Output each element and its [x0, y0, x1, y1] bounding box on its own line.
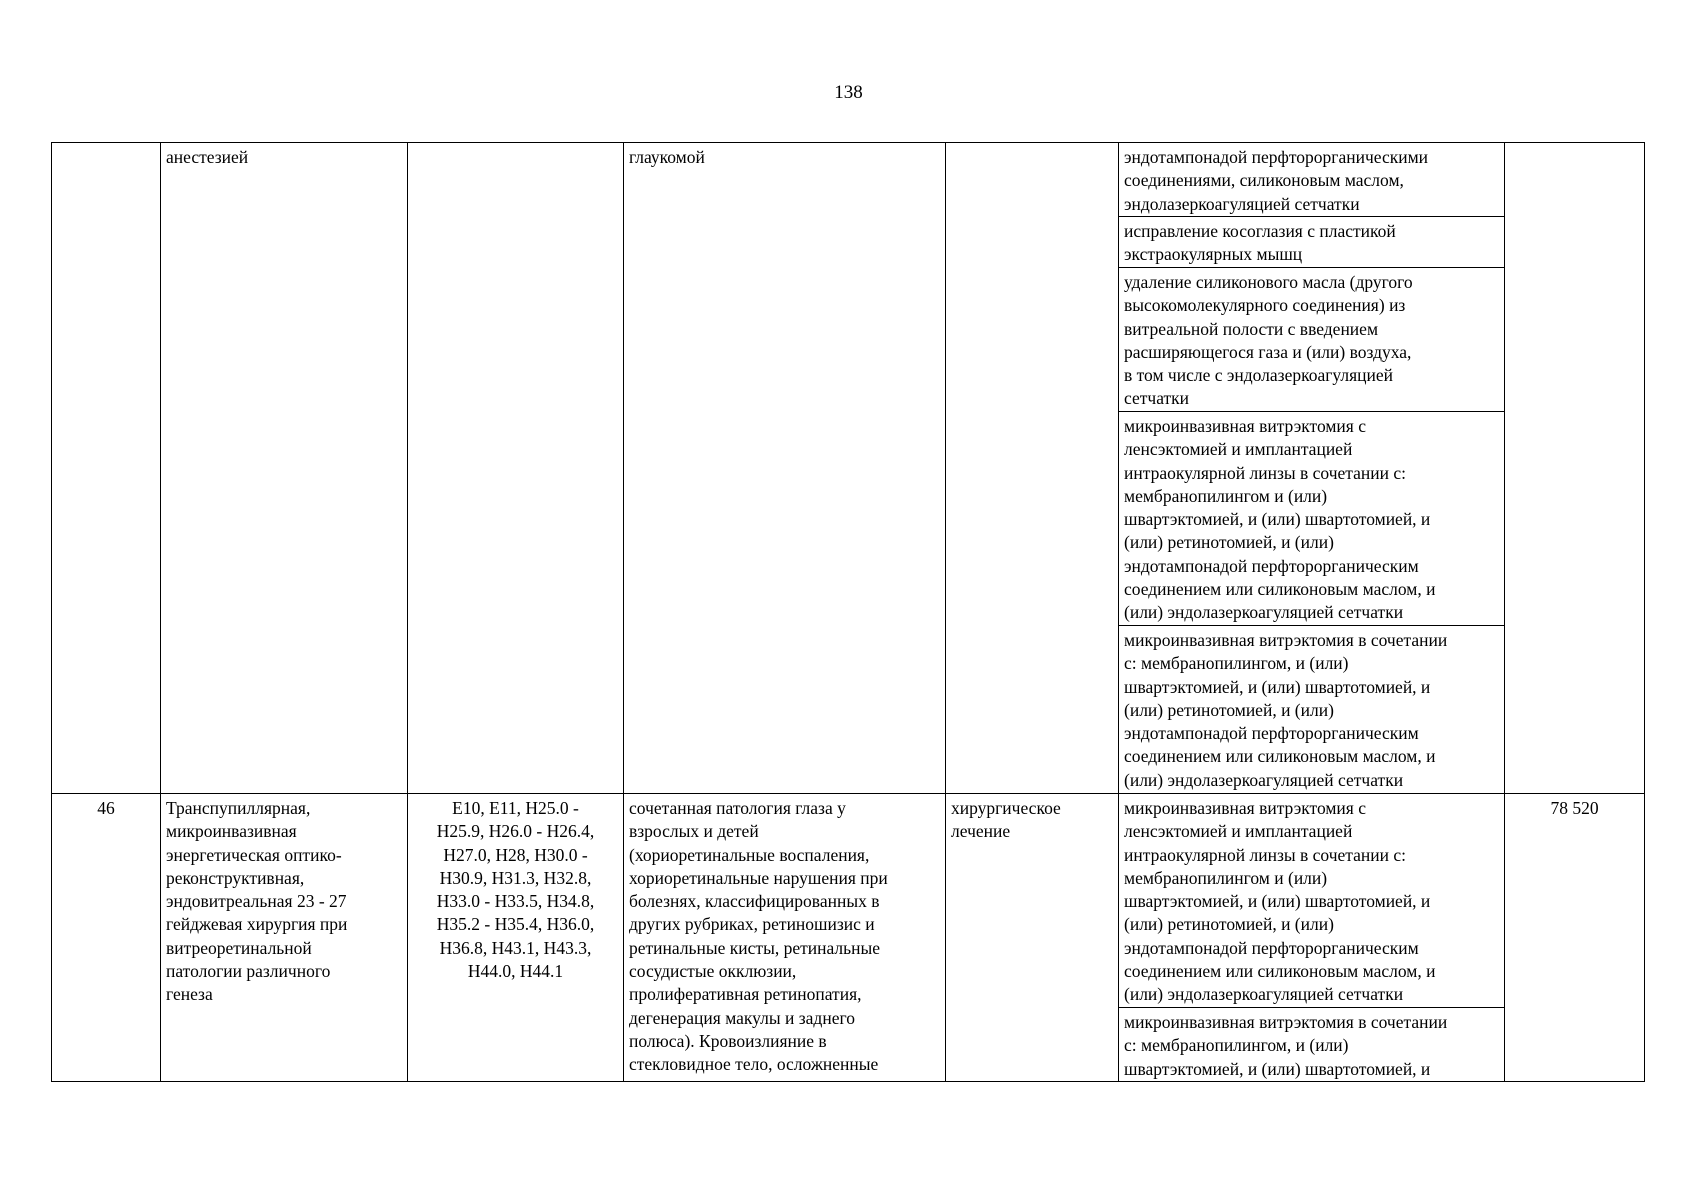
treatment-method-cell: исправление косоглазия с пластикой экстраокулярных мышц — [1119, 217, 1505, 268]
treatment-method-cell: микроинвазивная витрэктомия с ленсэктомией и имплантацией интраокулярной линзы в сочетании с: мембранопилингом и (или) швартэктомией, и (или) швартотомией, и (или) ретинотомией, и (или) эндотампонадой перфторорганическим соединением или силиконовым маслом, и (или) эндолазеркоагуляцией сетчатки — [1119, 794, 1505, 1008]
cost-cell: 78 520 — [1505, 794, 1645, 1082]
page-number: 138 — [834, 82, 863, 103]
table-row — [52, 794, 1645, 1008]
treatment-method-cell: микроинвазивная витрэктомия с ленсэктомией и имплантацией интраокулярной линзы в сочетании с: мембранопилингом и (или) швартэктомией, и (или) швартотомией, и (или) ретинотомией, и (или) эндотампонадой перфторорганическим соединением или силиконовым маслом, и (или) эндолазеркоагуляцией сетчатки — [1119, 412, 1505, 626]
diagnosis-codes-cell — [408, 143, 624, 794]
treatment-type-cell: хирургическое лечение — [946, 794, 1119, 1082]
care-type-cell: Транспупиллярная, микроинвазивная энергетическая оптико- реконструктивная, эндовитреальная 23 - 27 гейджевая хирургия при витреоретинальной патологии различного генеза — [161, 794, 408, 1082]
patient-model-cell: сочетанная патология глаза у взрослых и детей (хориоретинальные воспаления, хориоретинальные нарушения при болезнях, классифицированных в других рубриках, ретиношизис и ретинальные кисты, ретинальные сосудистые окклюзии, пролиферативная ретинопатия, дегенерация макулы и заднего полюса). Кровоизлияние в стекловидное тело, осложненные — [624, 794, 946, 1082]
treatment-method-cell: удаление силиконового масла (другого высокомолекулярного соединения) из витреальной полости с введением расширяющегося газа и (или) воздуха, в том числе с эндолазеркоагуляцией сетчатки — [1119, 268, 1505, 412]
medical-care-table — [51, 142, 1645, 1082]
treatment-method-cell: эндотампонадой перфторорганическими соединениями, силиконовым маслом, эндолазеркоагуляцией сетчатки — [1119, 143, 1505, 217]
treatment-method-cell: микроинвазивная витрэктомия в сочетании с: мембранопилингом, и (или) швартэктомией, и (или) швартотомией, и (или) ретинотомией, и (или) эндотампонадой перфторорганическим соединением или силиконовым маслом, и (или) эндолазеркоагуляцией сетчатки — [1119, 626, 1505, 794]
diagnosis-codes-cell: E10, E11, H25.0 - H25.9, H26.0 - H26.4, H27.0, H28, H30.0 - H30.9, H31.3, H32.8, H33.0 - H33.5, H34.8, H35.2 - H35.4, H36.0, H36.8, H43.1, H43.3, H44.0, H44.1 — [408, 794, 624, 1082]
patient-model-cell: глаукомой — [624, 143, 946, 794]
table-row — [52, 143, 1645, 217]
care-type-cell: анестезией — [161, 143, 408, 794]
row-number-cell — [52, 143, 161, 794]
treatment-method-cell: микроинвазивная витрэктомия в сочетании с: мембранопилингом, и (или) швартэктомией, и (или) швартотомией, и — [1119, 1008, 1505, 1082]
row-number-cell: 46 — [52, 794, 161, 1082]
cost-cell — [1505, 143, 1645, 794]
treatment-type-cell — [946, 143, 1119, 794]
